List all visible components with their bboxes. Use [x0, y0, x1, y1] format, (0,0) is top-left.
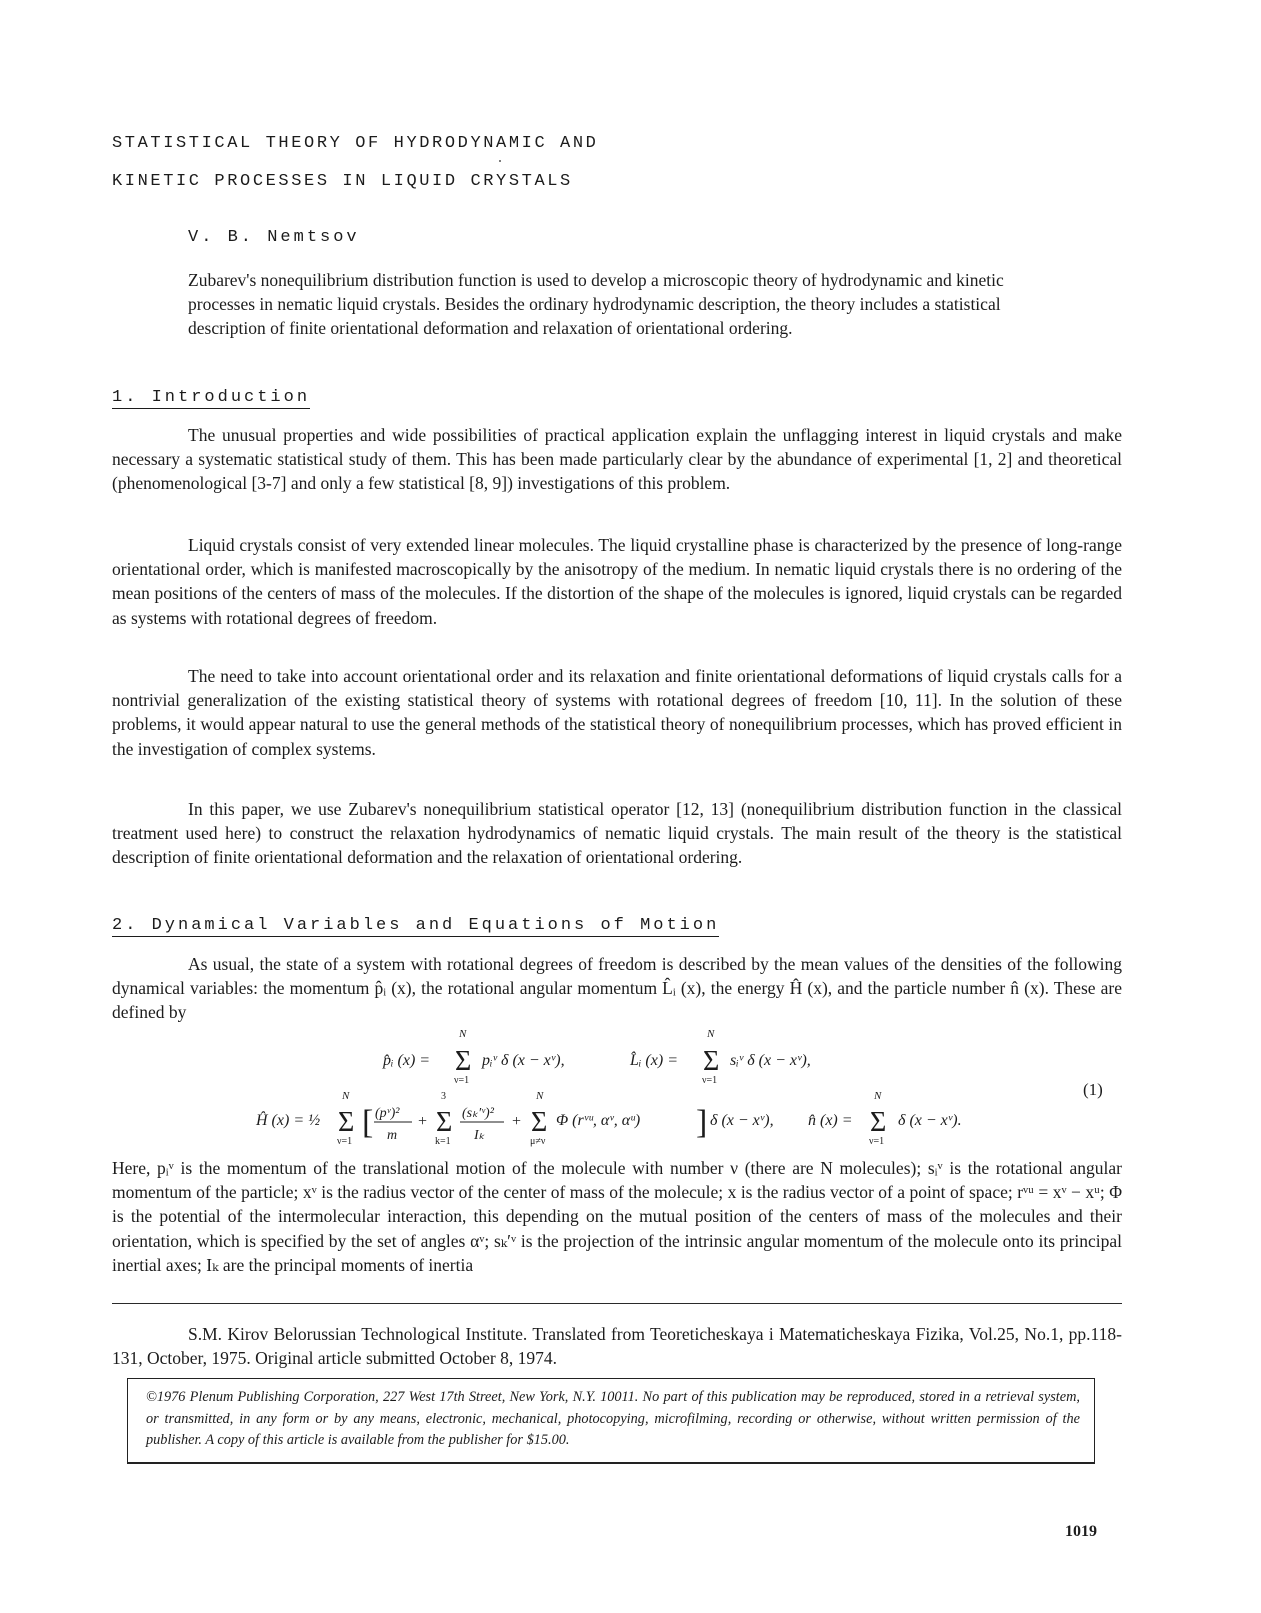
paragraph: The unusual properties and wide possibilities of practical application explain the unflagging interest in liquid crystals and make necessary a systematic statistical study of them. This has been made particularly clear by the abundance of experimental [1, 2] and theoretical (phenomenological [3-7] and only a few statistical [8, 9]) investigations of this problem.	[112, 425, 1122, 494]
copyright-box	[127, 1378, 1095, 1464]
svg-text:ν=1: ν=1	[702, 1075, 718, 1086]
svg-text:Φ (rᵛᵘ, αᵛ, αᵘ): Φ (rᵛᵘ, αᵛ, αᵘ)	[556, 1112, 641, 1129]
svg-text:pᵢᵛ δ (x − xᵛ),: pᵢᵛ δ (x − xᵛ),	[482, 1052, 565, 1069]
section-2-heading: 2. Dynamical Variables and Equations of Motion	[112, 916, 720, 935]
paragraph-section-2-after-equation: Here, pᵢᵛ is the momentum of the translational motion of the molecule with number ν (there are N molecules); sᵢᵛ is the rotational angular momentum of the particle; xᵛ is the radius vector of the center of mass of the molecule; x is the radius vector of a point of space; rᵛᵘ = xᵛ − xᵘ; Φ is the potential of the intermolecular interaction, this depending on the mutual position of the centers of mass of the molecules and their orientation, which is specified by the set of angles αᵛ; sₖ′ᵛ is the projection of the intrinsic angular momentum of the molecule onto its principal inertial axes; Iₖ are the principal moments of inertia	[112, 1158, 1122, 1275]
svg-text:N: N	[459, 1028, 467, 1040]
sum-symbol: Σ	[455, 1046, 472, 1077]
section-1-heading: 1. Introduction	[112, 388, 311, 407]
abstract	[188, 268, 1028, 340]
copyright-text: ©1976 Plenum Publishing Corporation, 227 West 17th Street, New York, N.Y. 10011. No part of this publication may be reproduced, stored in a retrieval system, or transmitted, in any form or by any means, electronic, mechanical, photocopying, microfilming, recording or otherwise, without written permission of the publisher. A copy of this article is available from the publisher for $15.00.	[146, 1389, 1080, 1448]
eq-n-row: n̂ (x) =	[808, 1112, 853, 1129]
sum-symbol: Σ	[870, 1107, 887, 1138]
paragraph: In this paper, we use Zubarev's nonequilibrium statistical operator [12, 13] (nonequilibrium distribution function in the classical treatment used here) to construct the relaxation hydrodynamics of nematic liquid crystals. The main result of the theory is the statistical description of finite orientational deformation and the relaxation of orientational ordering.	[112, 799, 1122, 868]
svg-text:Iₖ: Iₖ	[474, 1128, 485, 1143]
paragraph-section-2-intro: As usual, the state of a system with rotational degrees of freedom is described by the mean values of the densities of the following dynamical variables: the momentum p̂ᵢ (x), the rotational angular momentum L̂ᵢ (x), the energy Ĥ (x), and the particle number n̂ (x). These are defined by	[112, 954, 1122, 1023]
svg-text:sᵢᵛ δ (x − xᵛ),: sᵢᵛ δ (x − xᵛ),	[730, 1052, 811, 1069]
title-line-2: KINETIC PROCESSES IN LIQUID CRYSTALS	[112, 172, 573, 191]
affiliation-footnote: S.M. Kirov Belorussian Technological Institute. Translated from Teoreticheskaya i Matematicheskaya Fizika, Vol.25, No.1, pp.118-131, October, 1975. Original article submitted October 8, 1974.	[112, 1324, 1122, 1368]
svg-text:δ (x − xᵛ).: δ (x − xᵛ).	[898, 1112, 962, 1129]
abstract-text: Zubarev's nonequilibrium distribution function is used to develop a microscopic theory of hydrodynamic and kinetic processes in nematic liquid crystals. Besides the ordinary hydrodynamic description, the theory includes a statistical description of finite orientational deformation and relaxation of orientational ordering.	[188, 270, 1004, 338]
sum-symbol: Σ	[436, 1107, 453, 1138]
svg-text:]: ]	[696, 1104, 708, 1141]
paragraph: Liquid crystals consist of very extended linear molecules. The liquid crystalline phase is characterized by the presence of long-range orientational order, which is manifested macroscopically by the anisotropy of the medium. In nematic liquid crystals there is no ordering of the mean positions of the centers of mass of the molecules. If the distortion of the shape of the molecules is ignored, liquid crystals can be regarded as systems with rotational degrees of freedom.	[112, 535, 1122, 628]
eq-p-row: p̂ᵢ (x) =	[383, 1052, 431, 1069]
svg-text:ν=1: ν=1	[337, 1136, 353, 1147]
sum-symbol: Σ	[703, 1046, 720, 1077]
svg-text:+: +	[418, 1113, 428, 1130]
svg-text:ν=1: ν=1	[869, 1136, 885, 1147]
equation-number: (1)	[1083, 1080, 1103, 1099]
svg-text:(sₖ′ᵛ)²: (sₖ′ᵛ)²	[462, 1106, 494, 1121]
eq-h-row: Ĥ (x) = ½	[256, 1112, 321, 1129]
equation-1	[250, 1025, 1120, 1155]
svg-text:δ (x − xᵛ),: δ (x − xᵛ),	[710, 1112, 774, 1129]
svg-text:[: [	[362, 1104, 374, 1141]
svg-text:+: +	[512, 1113, 522, 1130]
sum-symbol: Σ	[531, 1107, 548, 1138]
author: V. B. Nemtsov	[188, 228, 360, 247]
sum-symbol: Σ	[338, 1107, 355, 1138]
title-line-1: STATISTICAL THEORY OF HYDRODYNAMIC AND	[112, 134, 599, 153]
paragraph: The need to take into account orientational order and its relaxation and finite orientational deformations of liquid crystals calls for a nontrivial generalization of the existing statistical theory of systems with rotational degrees of freedom [10, 11]. In the solution of these problems, it would appear natural to use the general methods of the statistical theory of nonequilibrium processes, which has proved efficient in the investigation of complex systems.	[112, 666, 1122, 759]
svg-text:N: N	[342, 1090, 350, 1102]
svg-text:μ≠ν: μ≠ν	[530, 1136, 546, 1147]
svg-text:N: N	[536, 1090, 544, 1102]
footnote-divider	[112, 1303, 1122, 1304]
svg-text:m: m	[387, 1128, 398, 1143]
eq-l-row: L̂ᵢ (x) =	[630, 1052, 678, 1069]
page-number: 1019	[1065, 1523, 1097, 1540]
svg-text:k=1: k=1	[435, 1136, 451, 1147]
svg-text:3: 3	[441, 1091, 446, 1102]
scan-speck	[499, 160, 501, 162]
svg-text:N: N	[707, 1028, 715, 1040]
svg-text:(pᵛ)²: (pᵛ)²	[375, 1106, 400, 1121]
svg-text:ν=1: ν=1	[454, 1075, 470, 1086]
svg-text:N: N	[874, 1090, 882, 1102]
